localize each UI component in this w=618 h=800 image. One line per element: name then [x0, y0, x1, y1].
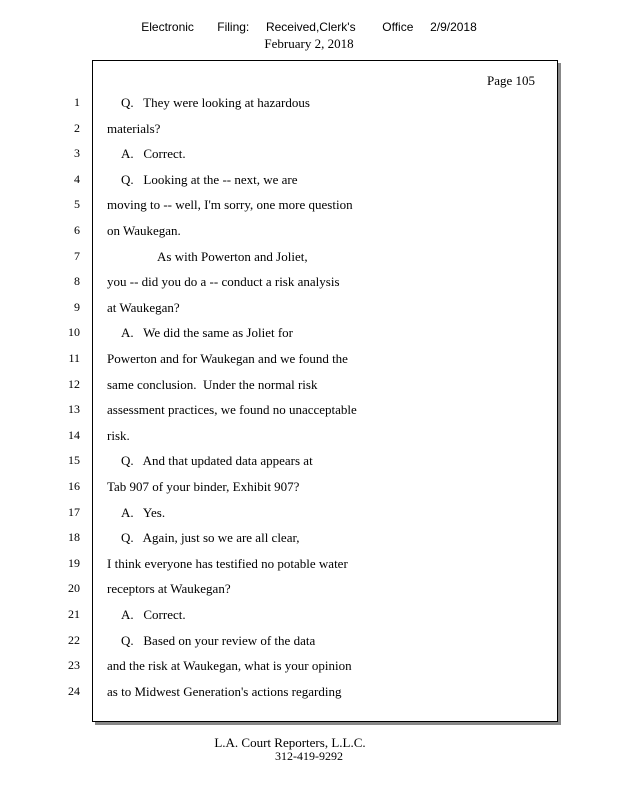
- line-text: A. Correct.: [121, 146, 186, 162]
- line-text: and the risk at Waukegan, what is your opinion: [107, 658, 352, 674]
- line-text: on Waukegan.: [107, 223, 181, 238]
- stamp-electronic: Electronic: [141, 20, 194, 34]
- line-number: 16: [68, 479, 80, 493]
- line-text: Q. Again, just so we are all clear,: [121, 530, 300, 546]
- stamp-date: 2/9/2018: [430, 20, 477, 34]
- line-text: As with Powerton and Joliet,: [157, 248, 308, 264]
- line-number: 17: [68, 504, 80, 519]
- line-text: moving to -- well, I'm sorry, one more question: [107, 197, 353, 213]
- reporter-company: L.A. Court Reporters, L.L.C.: [214, 735, 366, 750]
- line-text: materials?: [107, 120, 161, 136]
- line-number: 6: [74, 223, 80, 237]
- line-text: Q. Based on your review of the data: [121, 632, 316, 648]
- line-text: you -- did you do a -- conduct a risk analysis: [107, 274, 340, 290]
- stamp-office: Office: [382, 20, 414, 34]
- line-number: 7: [74, 248, 80, 263]
- line-text: Q. Looking at the -- next, we are: [121, 171, 298, 187]
- line-number: 10: [68, 325, 80, 340]
- line-number: 13: [68, 402, 80, 417]
- line-text: Q. And that updated data appears at: [121, 453, 313, 469]
- line-text: receptors at Waukegan?: [107, 581, 231, 597]
- line-number: 9: [74, 299, 80, 314]
- line-number: 12: [68, 376, 80, 391]
- stamp-received: Received,Clerk's: [265, 20, 356, 34]
- line-number: 11: [68, 351, 80, 365]
- filed-date: February 2, 2018: [264, 36, 354, 51]
- line-text: Powerton and for Waukegan and we found the: [107, 351, 348, 366]
- line-number: 18: [68, 530, 80, 545]
- line-text: A. Correct.: [121, 607, 186, 622]
- line-text: as to Midwest Generation's actions regarding: [107, 683, 342, 699]
- line-number: 2: [74, 120, 80, 135]
- line-text: assessment practices, we found no unacceptable: [107, 402, 357, 418]
- line-text: risk.: [107, 427, 130, 443]
- line-text: A. We did the same as Joliet for: [121, 325, 294, 341]
- page-number: Page 105: [486, 73, 535, 88]
- line-text: Tab 907 of your binder, Exhibit 907?: [107, 479, 300, 494]
- filing-stamp: [0, 20, 618, 34]
- line-number: 23: [68, 658, 80, 673]
- line-number: 3: [74, 146, 80, 161]
- line-number: 15: [68, 453, 80, 468]
- line-number: 21: [68, 607, 80, 621]
- line-text: at Waukegan?: [107, 299, 180, 315]
- line-number: 4: [74, 171, 80, 186]
- line-text: A. Yes.: [121, 504, 166, 520]
- line-number: 22: [68, 632, 80, 647]
- line-number: 1: [74, 95, 80, 109]
- line-number: 8: [74, 274, 80, 289]
- line-text: I think everyone has testified no potable water: [107, 555, 348, 571]
- line-number: 24: [68, 683, 80, 698]
- line-number: 20: [68, 581, 80, 596]
- line-number: 14: [68, 427, 80, 442]
- line-text: Q. They were looking at hazardous: [121, 95, 310, 110]
- line-number: 19: [68, 555, 80, 570]
- line-text: same conclusion. Under the normal risk: [107, 376, 318, 392]
- line-number: 5: [74, 197, 80, 212]
- reporter-phone: 312-419-9292: [275, 749, 343, 763]
- stamp-filing: Filing:: [217, 20, 250, 34]
